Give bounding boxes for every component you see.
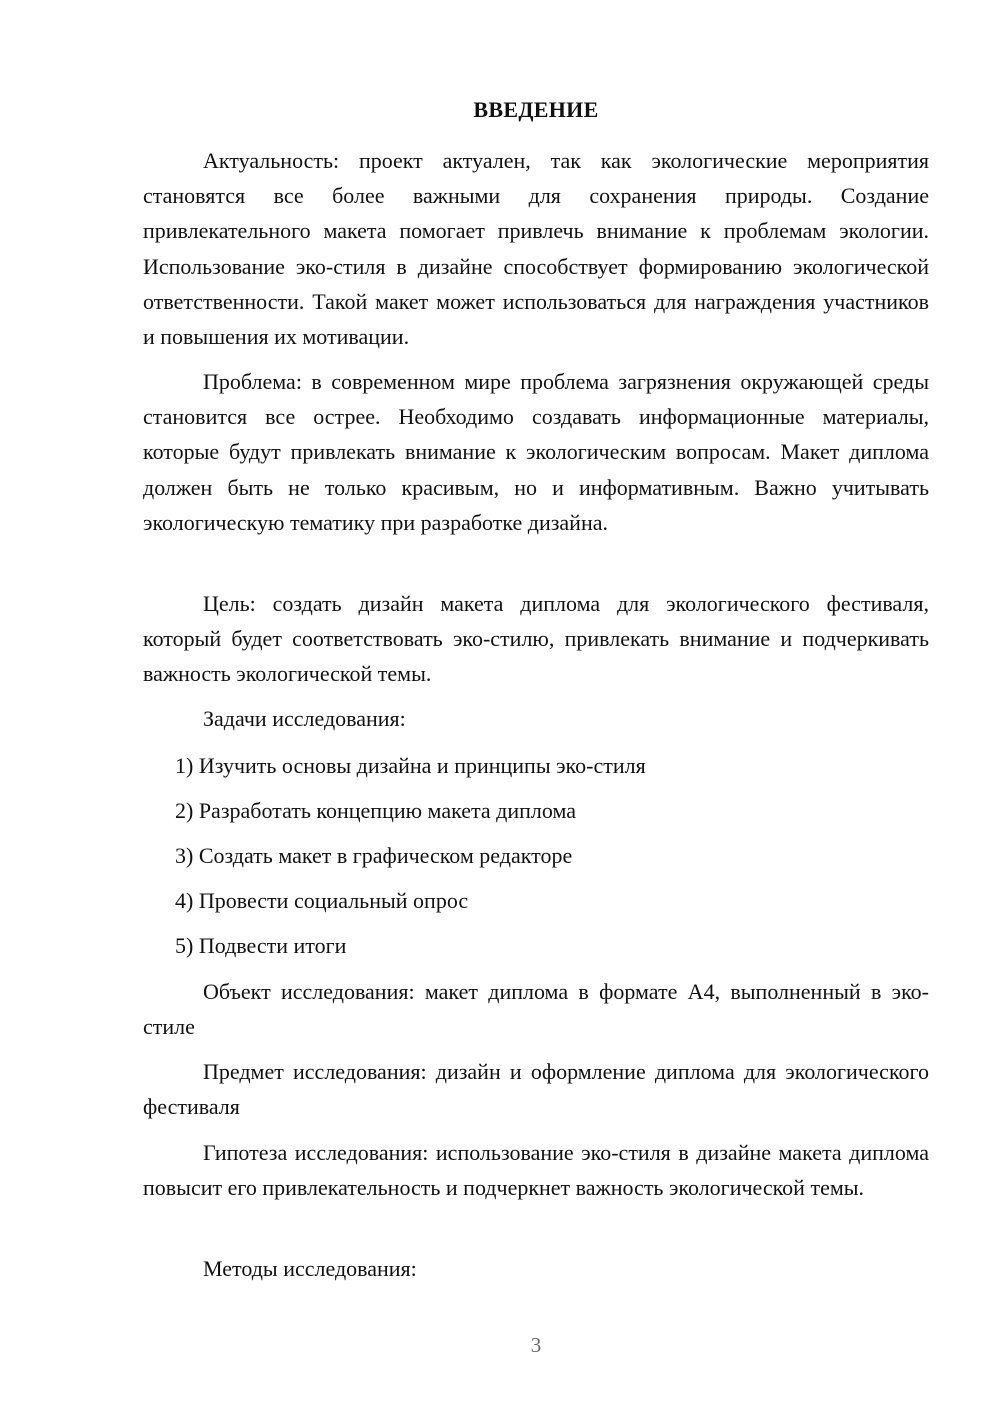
- list-item: 5) Подвести итоги: [175, 933, 347, 958]
- object-paragraph: Объект исследования: макет диплома в формате А4, выполненный в эко-стиле: [143, 979, 929, 1040]
- list-item: 3) Создать макет в графическом редакторе: [175, 843, 573, 868]
- tasks-heading: Задачи исследования:: [203, 706, 406, 731]
- list-item: 1) Изучить основы дизайна и принципы эко-стиля: [175, 753, 646, 778]
- goal-paragraph: Цель: создать дизайн макета диплома для экологического фестиваля, который будет соответствовать эко-стилю, привлекать внимание и подчеркивать важность экологической темы.: [143, 591, 929, 687]
- section-title: ВВЕДЕНИЕ: [473, 97, 599, 122]
- subject-paragraph: Предмет исследования: дизайн и оформление диплома для экологического фестиваля: [143, 1059, 929, 1120]
- list-item: 2) Разработать концепцию макета диплома: [175, 798, 576, 823]
- list-item: 4) Провести социальный опрос: [175, 888, 469, 913]
- hypothesis-paragraph: Гипотеза исследования: использование эко-стиля в дизайне макета диплома повысит его привлекательность и подчеркнет важность экологической темы.: [143, 1140, 929, 1201]
- methods-heading: Методы исследования:: [203, 1256, 417, 1281]
- page-number: 3: [530, 1333, 542, 1357]
- problem-paragraph: Проблема: в современном мире проблема загрязнения окружающей среды становится все острее. Необходимо создавать информационные материалы, которые будут привлекать внимание к экологическим вопросам. Макет диплома должен быть не только красивым, но и информативным. Важно учитывать экологическую тематику при разработке дизайна.: [143, 369, 929, 535]
- relevance-paragraph: Актуальность: проект актуален, так как экологические мероприятия становятся все более важными для сохранения природы. Создание привлекательного макета помогает привлечь внимание к проблемам экологии. Использование эко-стиля в дизайне способствует формированию экологической ответственности. Такой макет может использоваться для награждения участников и повышения их мотивации.: [143, 148, 929, 350]
